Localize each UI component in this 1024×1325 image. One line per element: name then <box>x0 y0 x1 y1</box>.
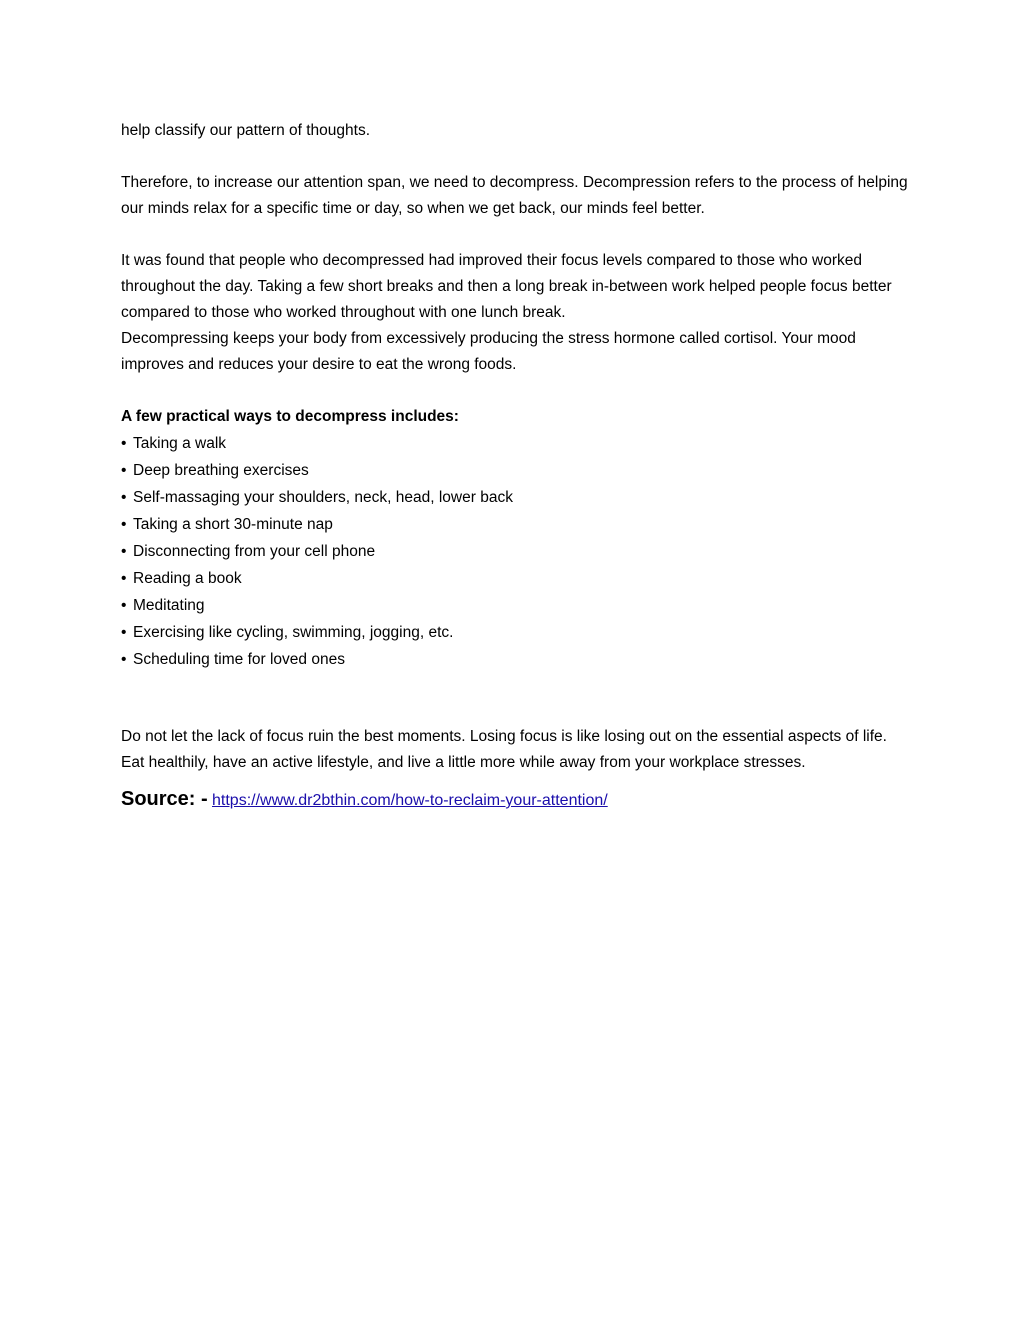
bullet-icon: • <box>121 489 127 506</box>
paragraph-findings <box>121 248 911 378</box>
list-item-text: Reading a book <box>133 570 242 587</box>
list-item <box>121 565 911 592</box>
list-item <box>121 457 911 484</box>
list-item <box>121 538 911 565</box>
list-item-text: Disconnecting from your cell phone <box>133 543 376 560</box>
bullet-icon: • <box>121 543 127 560</box>
list-item <box>121 484 911 511</box>
paragraph-findings-part-2: Decompressing keeps your body from excessively producing the stress hormone called cortisol. Your mood improves and reduces your desire to eat the wrong foods. <box>121 330 856 373</box>
bullet-icon: • <box>121 462 127 479</box>
intro-fragment: help classify our pattern of thoughts. <box>121 122 371 139</box>
list-item <box>121 592 911 619</box>
source-line <box>121 784 911 816</box>
bullet-icon: • <box>121 597 127 614</box>
list-item-text: Taking a short 30-minute nap <box>133 516 333 533</box>
ways-list <box>121 430 911 673</box>
source-label: Source: - <box>121 788 208 810</box>
list-item-text: Deep breathing exercises <box>133 462 309 479</box>
list-item-text: Self-massaging your shoulders, neck, head, lower back <box>133 489 513 506</box>
list-item-text: Meditating <box>133 597 205 614</box>
list-item <box>121 646 911 673</box>
list-item-text: Taking a walk <box>133 435 227 452</box>
bullet-icon: • <box>121 570 127 587</box>
list-item <box>121 619 911 646</box>
list-item-text: Scheduling time for loved ones <box>133 651 345 668</box>
paragraph-decompress: Therefore, to increase our attention span, we need to decompress. Decompression refers to the process of helping our minds relax for a specific time or day, so when we get back, our minds feel better. <box>121 174 908 217</box>
list-item <box>121 511 911 538</box>
ways-heading: A few practical ways to decompress includes: <box>121 408 459 425</box>
bullet-icon: • <box>121 651 127 668</box>
paragraph-findings-part-1: It was found that people who decompressed had improved their focus levels compared to those who worked throughout the day. Taking a few short breaks and then a long break in-between work helped people focus better compared to those who worked throughout with one lunch break. <box>121 252 892 321</box>
list-item-text: Exercising like cycling, swimming, jogging, etc. <box>133 624 454 641</box>
bullet-icon: • <box>121 435 127 452</box>
bullet-icon: • <box>121 624 127 641</box>
document-page <box>121 118 911 816</box>
list-item <box>121 430 911 457</box>
bullet-icon: • <box>121 516 127 533</box>
source-link[interactable]: https://www.dr2bthin.com/how-to-reclaim-your-attention/ <box>212 792 608 809</box>
closing-paragraph: Do not let the lack of focus ruin the best moments. Losing focus is like losing out on the essential aspects of life. Eat healthily, have an active lifestyle, and live a little more while away from your workplace stresses. <box>121 728 887 771</box>
